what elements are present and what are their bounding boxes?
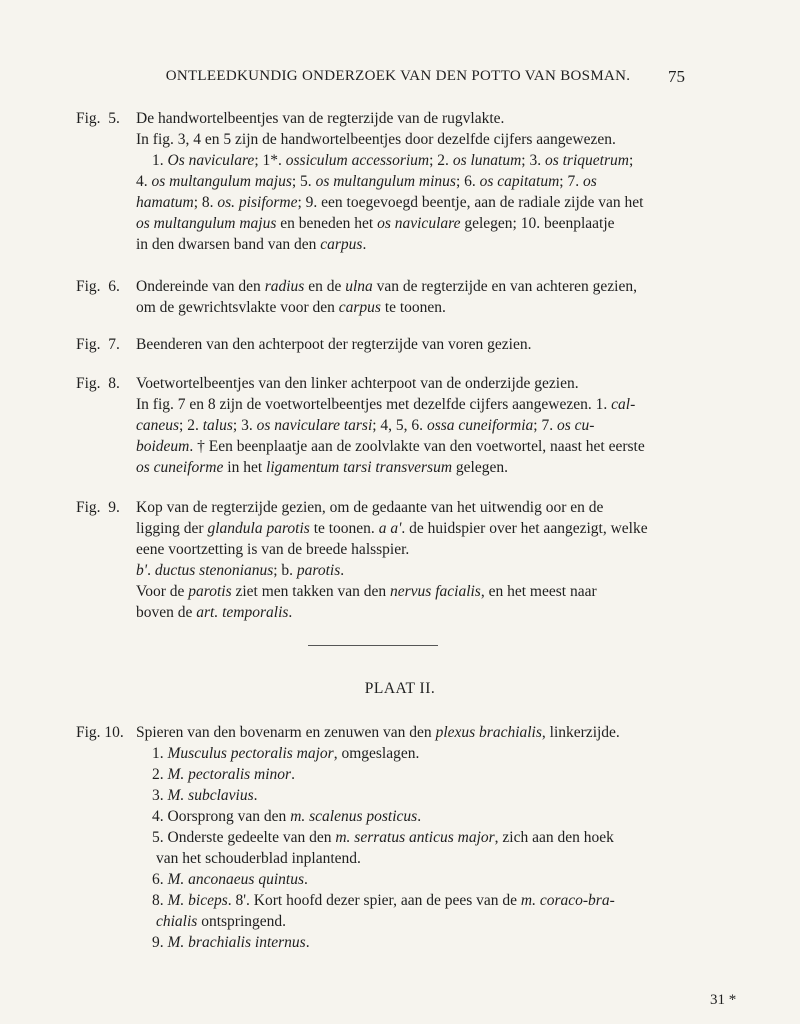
list-item-continuation: van het schouderblad inplantend. [156, 850, 361, 867]
list-item: 9. M. brachialis internus. [152, 934, 310, 951]
caption-line: Beenderen van den achterpoot der regterzijde van voren gezien. [136, 336, 532, 353]
caption-line: caneus; 2. talus; 3. os naviculare tarsi; 4, 5, 6. ossa cuneiformia; 7. os cu- [136, 417, 595, 434]
caption-line: In fig. 3, 4 en 5 zijn de handwortelbeentjes door dezelfde cijfers aangewezen. [136, 131, 616, 148]
figure-label: Fig. 10. [76, 724, 124, 741]
plate-heading: PLAAT II. [364, 680, 436, 697]
figure-label: Fig. 8. [76, 375, 120, 392]
figure-caption-7 [76, 334, 756, 355]
caption-line: Ondereinde van den radius en de ulna van de regterzijde en van achteren gezien, [136, 278, 637, 295]
caption-line: boven de art. temporalis. [136, 604, 293, 621]
caption-line: hamatum; 8. os. pisiforme; 9. een toegevoegd beentje, aan de radiale zijde van het [136, 194, 644, 211]
caption-line: Voetwortelbeentjes van den linker achterpoot van de onderzijde gezien. [136, 375, 579, 392]
list-item: 3. M. subclavius. [152, 787, 258, 804]
running-header: ONTLEEDKUNDIG ONDERZOEK VAN DEN POTTO VAN BOSMAN. [165, 68, 631, 84]
figure-caption-10 [76, 722, 756, 953]
page-number: 75 [668, 67, 685, 86]
caption-line: Spieren van den bovenarm en zenuwen van den plexus brachialis, linkerzijde. [136, 724, 620, 741]
list-item: 4. Oorsprong van den m. scalenus posticus. [152, 808, 422, 825]
caption-line: om de gewrichtsvlakte voor den carpus te toonen. [136, 299, 446, 316]
caption-line: boideum. † Een beenplaatje aan de zoolvlakte van den voetwortel, naast het eerste [136, 438, 645, 455]
caption-line: De handwortelbeentjes van de regterzijde van de rugvlakte. [136, 110, 505, 127]
figure-caption-8 [76, 373, 756, 478]
figure-caption-9 [76, 497, 756, 623]
caption-line: b'. ductus stenonianus; b. parotis. [136, 562, 345, 579]
caption-line: ligging der glandula parotis te toonen. a a'. de huidspier over het aangezigt, welke [136, 520, 648, 537]
list-item: 6. M. anconaeus quintus. [152, 871, 308, 888]
caption-line: Voor de parotis ziet men takken van den nervus facialis, en het meest naar [136, 583, 597, 600]
caption-line: os cuneiforme in het ligamentum tarsi transversum gelegen. [136, 459, 508, 476]
figure-label: Fig. 6. [76, 278, 120, 295]
list-item-continuation: chialis ontspringend. [156, 913, 287, 930]
caption-line: 1. Os naviculare; 1*. ossiculum accessorium; 2. os lunatum; 3. os triquetrum; [152, 152, 634, 169]
caption-line: eene voortzetting is van de breede halsspier. [136, 541, 410, 558]
list-item: 8. M. biceps. 8'. Kort hoofd dezer spier, aan de pees van de m. coraco-bra- [152, 892, 615, 909]
figure-label: Fig. 9. [76, 499, 120, 516]
caption-line: In fig. 7 en 8 zijn de voetwortelbeentjes met dezelfde cijfers aangewezen. 1. cal- [136, 396, 636, 413]
figure-label: Fig. 7. [76, 336, 120, 353]
list-item: 5. Onderste gedeelte van den m. serratus anticus major, zich aan den hoek [152, 829, 614, 846]
section-divider [308, 645, 438, 646]
signature-mark: 31 * [710, 992, 737, 1008]
caption-line: os multangulum majus en beneden het os naviculare gelegen; 10. beenplaatje [136, 215, 615, 232]
figure-caption-6 [76, 276, 756, 318]
caption-line: 4. os multangulum majus; 5. os multangulum minus; 6. os capitatum; 7. os [136, 173, 597, 190]
figure-caption-5 [76, 108, 756, 255]
caption-line: Kop van de regterzijde gezien, om de gedaante van het uitwendig oor en de [136, 499, 604, 516]
figure-label: Fig. 5. [76, 110, 120, 127]
list-item: 1. Musculus pectoralis major, omgeslagen. [152, 745, 420, 762]
caption-line: in den dwarsen band van den carpus. [136, 236, 367, 253]
list-item: 2. M. pectoralis minor. [152, 766, 295, 783]
